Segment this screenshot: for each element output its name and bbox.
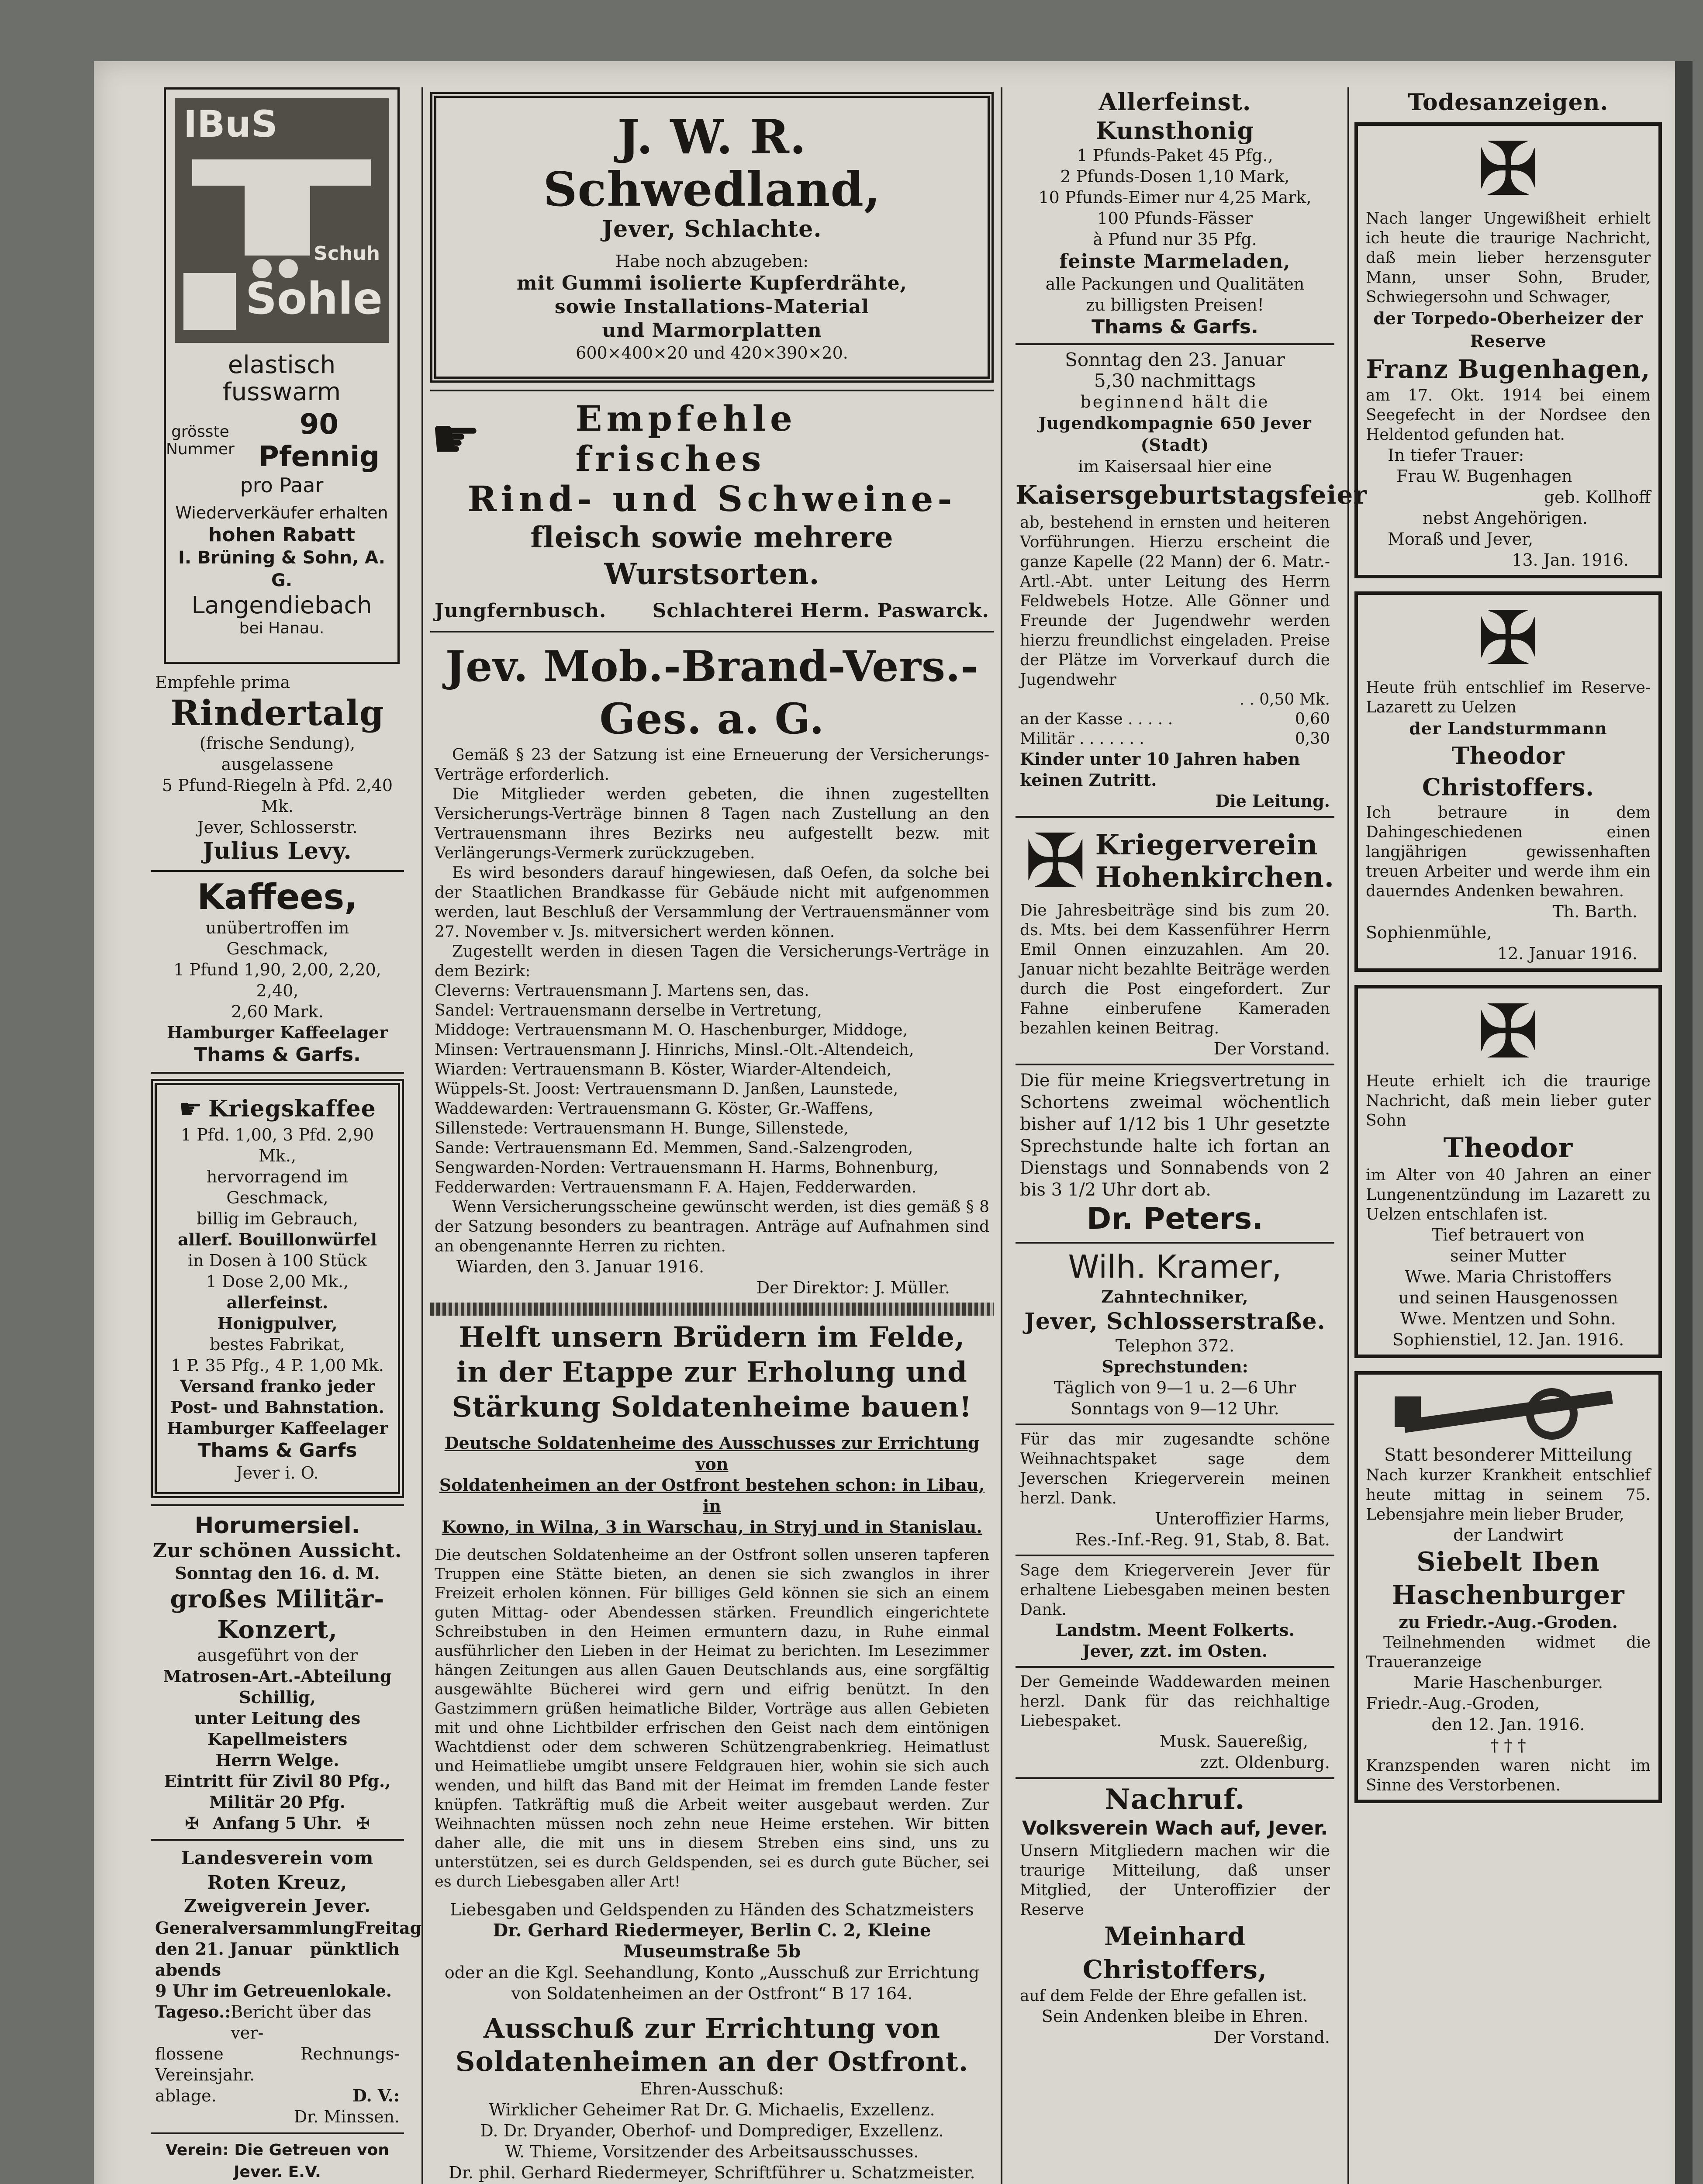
ad-line: ausgeführt von der	[197, 1646, 358, 1665]
ad-line: Zweigverein Jever.	[183, 1896, 371, 1916]
rindertalg-ad	[151, 672, 404, 865]
divider	[1016, 1064, 1334, 1065]
ibus-sohle: Sohle	[245, 273, 383, 324]
ad-line: Jungfernbusch.	[435, 600, 607, 622]
ad-line: 9 Uhr im Getreuenlokale.	[155, 1981, 392, 2001]
dank-folkerts	[1016, 1561, 1334, 1662]
ad-signature: Julius Levy.	[203, 838, 352, 864]
notice-date: 13. Jan. 1916.	[1512, 550, 1629, 570]
roteskreuz-ad	[151, 1846, 422, 2127]
appeal-headline: Helft unsern Brüdern im Felde,	[459, 1321, 965, 1354]
notice-paragraph: Gemäß § 23 der Satzung ist eine Erneuerung der Versicherungs-Verträge erforderlich.	[435, 746, 989, 784]
ad-line: 5 Pfund-Riegeln à Pfd. 2,40 Mk.	[162, 776, 393, 816]
notice-line: Friedr.-Aug.-Groden,	[1366, 1694, 1540, 1713]
kunsthonig-ad	[1016, 87, 1334, 339]
ad-line: zu billigsten Preisen!	[1086, 295, 1264, 314]
ad-signature: Dr. Minssen.	[294, 2107, 400, 2126]
notice-body: Heute erhielt ich die traurige Nachricht, daß mein lieber guter Sohn	[1366, 1072, 1651, 1130]
ad-line: den 21. Januar abends	[155, 1939, 292, 1980]
appeal-line: D. Dr. Dryander, Oberhof- und Domprediger, Exzellenz.	[480, 2121, 944, 2140]
notice-body: Nach langer Ungewißheit erhielt ich heute die traurige Nachricht, daß mein lieber herzensguter Mann, unser Sohn, Bruder, Schwiegersohn und Schwager,	[1366, 210, 1651, 306]
ibus-price: 90 Pfennig	[258, 408, 380, 473]
notice-line: nebst Angehörigen.	[1423, 508, 1588, 528]
ad-line: allerf. Bouillonwürfel	[178, 1230, 377, 1249]
ad-line: pünktlich	[310, 1939, 400, 1959]
district-item: Middoge: Vertrauensmann M. O. Haschenburger, Middoge,	[435, 1021, 908, 1039]
divider	[430, 1303, 994, 1316]
notice-name: Haschenburger	[1392, 1580, 1625, 1610]
ad-line: Empfehle frisches	[575, 398, 797, 479]
ad-line: Anfang 5 Uhr.	[213, 1813, 342, 1833]
notice-body: Heute früh entschlief im Reserve-Lazarett zu Uelzen	[1366, 679, 1651, 716]
ad-line: billig im Gebrauch,	[197, 1209, 358, 1228]
ad-signature: Musk. Sauereßig,	[1159, 1732, 1308, 1751]
brandversicherung-notice	[430, 640, 994, 1298]
notice-body: Nach kurzer Krankheit entschlief heute mittag in seinem 75. Lebensjahre mein lieber Bruder,	[1366, 1466, 1651, 1524]
ad-body: auf dem Felde der Ehre gefallen ist.	[1020, 1987, 1307, 2005]
divider	[151, 870, 404, 872]
death-notice-theodor	[1354, 985, 1662, 1358]
ad-signature: Thams & Garfs	[197, 1439, 357, 1462]
appeal-headline: Stärkung Soldatenheime bauen!	[452, 1391, 972, 1424]
kaffees-ad	[151, 877, 404, 1067]
notice-line: Marie Haschenburger.	[1413, 1673, 1603, 1692]
ad-line: Jugendkompagnie 650 Jever (Stadt)	[1038, 413, 1312, 455]
ad-title: Nachruf.	[1105, 1783, 1245, 1816]
ad-line: sowie Installations-Material	[554, 296, 870, 318]
ad-line: 1 P. 35 Pfg., 4 P. 1,00 Mk.	[171, 1356, 384, 1375]
iron-cross-icon: ✠	[1024, 818, 1087, 905]
appeal-headline: in der Etappe zur Erholung und	[456, 1356, 967, 1389]
divider	[430, 390, 994, 391]
ad-line: fleisch sowie mehrere Wurstsorten.	[530, 520, 894, 591]
district-item: Fedderwarden: Vertrauensmann F. A. Hajen, Fedderwarden.	[435, 1178, 917, 1196]
divider	[151, 1839, 404, 1841]
district-item: Wiarden: Vertrauensmann B. Köster, Wiarder-Altendeich,	[435, 1061, 892, 1078]
ornament-icon: ✠	[356, 1814, 370, 1833]
ad-signature: Thams & Garfs.	[194, 1044, 361, 1066]
ad-title: Verein: Die Getreuen von Jever. E.V.	[166, 2141, 389, 2181]
dank-saueressig	[1016, 1672, 1334, 1773]
divider	[430, 631, 994, 632]
appeal-committee: Soldatenheimen an der Ostfront.	[455, 2046, 969, 2077]
kramer-ad	[1016, 1248, 1334, 1419]
notice-line: Frau W. Bugenhagen	[1396, 467, 1572, 486]
divider	[1016, 343, 1334, 345]
notice-body: Kranzspenden waren nicht im Sinne des Verstorbenen.	[1366, 1757, 1651, 1794]
ad-title: Landesverein vom Roten Kreuz,	[181, 1847, 374, 1893]
ad-line: D. V.:	[352, 2086, 400, 2105]
nachruf-ad	[1016, 1783, 1334, 2048]
notice-paragraph: Zugestellt werden in diesen Tagen die Versicherungs-Verträge in dem Bezirk:	[435, 943, 989, 980]
notice-paragraph: Die Mitglieder werden gebeten, die ihnen zugestellten Versicherungs-Verträge binnen 8 Tagen nach Zustellung an den Vertrauensmann ihres Bezirks neu aufgestellt bezw. mit Verlängerungs-Vermerk zurückzugeben.	[435, 785, 989, 862]
horumersiel-ad	[151, 1512, 404, 1834]
sword-wreath-icon	[1368, 1379, 1648, 1444]
notice-rank: der Landsturmmann	[1409, 719, 1607, 738]
ad-line: 1 Dose 2,00 Mk.,	[206, 1272, 349, 1291]
ad-line: Versand franko jeder	[180, 1376, 375, 1396]
kriegerverein-ad	[1016, 818, 1334, 1059]
ad-line: 600×400×20 und 420×390×20.	[576, 343, 848, 363]
ad-line: 5,30 nachmittags	[1094, 370, 1256, 391]
ibus-brand: IBuS	[183, 103, 278, 145]
ad-body: Der Gemeinde Waddewarden meinen herzl. Dank für das reichhaltige Liebespaket.	[1020, 1673, 1330, 1730]
ad-title: Kaisersgeburtstagsfeier	[1016, 480, 1367, 510]
notice-line: geb. Kollhoff	[1544, 487, 1651, 507]
district-item: Cleverns: Vertrauensmann J. Martens sen, das.	[435, 982, 809, 1000]
column-3	[1016, 87, 1367, 2048]
notice-date: den 12. Jan. 1916.	[1431, 1715, 1585, 1734]
ad-line: Hamburger Kaffeelager	[167, 1023, 388, 1042]
ad-line: im Kaisersaal hier eine	[1078, 457, 1272, 476]
ad-title: Kaffees,	[197, 877, 358, 917]
pointing-hand-icon: ☛	[179, 1094, 203, 1124]
ad-line: hervorragend im Geschmack,	[206, 1167, 349, 1207]
notice-name: Theodor	[1443, 1132, 1573, 1164]
notice-name: Theodor Christoffers.	[1422, 742, 1595, 801]
soldatenheime-appeal	[430, 1320, 994, 2183]
notice-name: Siebelt Iben	[1416, 1547, 1600, 1577]
ad-line: Jever i. O.	[236, 1463, 319, 1482]
ad-line: Post- und Bahnstation.	[170, 1397, 384, 1417]
ad-line: an der Kasse . . . . .	[1020, 710, 1173, 728]
ad-line: flossene Vereinsjahr.	[155, 2044, 255, 2084]
notice-body: Ich betraure in dem Dahingeschiedenen einen langjährigen gewissenhaften treuen Arbeiter und werde ihm ein dauerndes Andenken bewahren.	[1366, 804, 1651, 900]
ad-line: Eintritt für Zivil 80 Pfg.,	[164, 1771, 391, 1791]
death-notice-haschenburger	[1354, 1371, 1662, 1803]
ad-line: Freitag	[354, 1918, 422, 1938]
iron-cross-icon: ✠	[1477, 595, 1540, 682]
ad-signature: Unteroffizier Harms,	[1155, 1509, 1330, 1528]
ad-line: Herrn Welge.	[215, 1750, 339, 1770]
ad-line: Matrosen-Art.-Abteilung Schillig,	[163, 1666, 392, 1707]
ad-line: 10 Pfunds-Eimer nur 4,25 Mark,	[1038, 188, 1312, 207]
district-item: Sengwarden-Norden: Vertrauensmann H. Harms, Bohnenburg,	[435, 1159, 939, 1177]
ad-line: Sein Andenken bleibe in Ehren.	[1041, 2007, 1309, 2026]
notice-line: In tiefer Trauer:	[1388, 446, 1524, 465]
notice-line: Wwe. Maria Christoffers	[1405, 1267, 1612, 1286]
iron-cross-icon: ✠	[1477, 126, 1540, 213]
appeal-line: Wirklicher Geheimer Rat Dr. G. Michaelis, Exzellenz.	[489, 2100, 935, 2119]
ad-line: Empfehle prima	[155, 673, 290, 692]
ibus-line: bei Hanau.	[239, 619, 325, 637]
ad-line: in Dosen à 100 Stück	[187, 1251, 367, 1270]
ad-line: Sprechstunden:	[1102, 1357, 1248, 1376]
ad-line: Schlachterei Herm. Paswarck.	[652, 600, 989, 622]
appeal-line: oder an die Kgl. Seehandlung, Konto „Ausschuß zur Errichtung von Soldatenheimen an der Ostfront“ B 17 164.	[444, 1963, 980, 2003]
ornament-icon: † † †	[1490, 1736, 1526, 1755]
ad-signature: Dr. Peters.	[1086, 1202, 1264, 1236]
ad-line: Sonntag den 23. Januar	[1065, 349, 1285, 370]
iron-cross-icon: ✠	[1477, 989, 1540, 1075]
ibus-schuh: Schuh	[314, 242, 380, 265]
ad-line: Telephon 372.	[1115, 1336, 1235, 1355]
ad-title: Horumersiel.	[194, 1513, 360, 1539]
ad-line: 1 Pfd. 1,00, 3 Pfd. 2,90 Mk.,	[180, 1125, 374, 1165]
ad-subtitle: Volksverein Wach auf, Jever.	[1022, 1817, 1328, 1839]
ad-name: Meinhard Christoffers,	[1082, 1921, 1268, 1984]
notice-line: Sophienmühle,	[1366, 923, 1492, 942]
notice-rank: der Landwirt	[1453, 1525, 1563, 1545]
ad-line: 0,60	[1295, 710, 1330, 728]
ad-line: Täglich von 9—1 u. 2—6 Uhr	[1054, 1378, 1296, 1397]
page-edge	[1675, 61, 1693, 2184]
ad-signature: Landstm. Meent Folkerts.	[1055, 1620, 1295, 1640]
ibus-line: hohen Rabatt	[208, 524, 356, 546]
notice-paragraph: Wenn Versicherungsscheine gewünscht werden, ist dies gemäß § 8 der Satzung besonders zu beantragen. Anträge auf Aufnahmen sind an obengenannte Herren zu richten.	[435, 1198, 989, 1255]
divider	[1016, 816, 1334, 818]
peters-ad	[1016, 1070, 1334, 1237]
notice-paragraph: Es wird besonders darauf hingewiesen, daß Oefen, da solche bei der Staatlichen Brandkasse für Gebäude nicht mit aufgenommen werden, laut Beschluß der Versammlung der Vertrauensmänner vom 27. November v. Js. mitversichert werden können.	[435, 864, 989, 941]
ad-line: Tageso.:	[155, 2002, 231, 2022]
notice-body: am 17. Okt. 1914 bei einem Seegefecht in der Nordsee den Heldentod gefunden hat.	[1366, 387, 1651, 444]
ad-title: J. W. R. Schwedland,	[543, 110, 881, 217]
ad-title: Kriegskaffee	[208, 1095, 376, 1122]
ad-signature: Die Leitung.	[1215, 791, 1330, 811]
appeal-line: Soldatenheimen an der Ostfront bestehen schon: in Libau, in	[439, 1475, 985, 1516]
district-item: Waddewarden: Vertrauensmann G. Köster, Gr.-Waffens,	[435, 1100, 874, 1118]
divider	[151, 1504, 404, 1506]
district-item: Minsen: Vertrauensmann J. Hinrichs, Minsl.-Olt.-Altendeich,	[435, 1041, 914, 1059]
ad-line: mit Gummi isolierte Kupferdrähte,	[517, 272, 907, 294]
death-notice-bugenhagen	[1354, 122, 1662, 578]
notice-date: 12. Januar 1916.	[1497, 944, 1637, 963]
divider	[1016, 1424, 1334, 1425]
ibus-line: Wiederverkäufer erhalten	[175, 503, 388, 522]
newspaper-page	[94, 61, 1693, 2184]
ad-line: Zahntechniker,	[1101, 1287, 1249, 1306]
appeal-line: Liebesgaben und Geldspenden zu Händen des Schatzmeisters	[450, 1900, 974, 1919]
notice-line: Wwe. Mentzen und Sohn.	[1400, 1309, 1616, 1328]
appeal-committee: Ausschuß zur Errichtung von	[483, 2012, 941, 2044]
divider	[151, 1072, 404, 1074]
ad-line: Sonntag den 16. d. M.	[175, 1563, 380, 1583]
ibus-line: fusswarm	[222, 378, 341, 406]
ad-title: Allerfeinst. Kunsthonig	[1095, 88, 1254, 145]
notice-rank: der Torpedo-Oberheizer der Reserve	[1373, 308, 1643, 351]
ad-line: à Pfund nur 35 Pfg.	[1093, 230, 1257, 249]
ad-line: ablage.	[155, 2086, 217, 2105]
divider	[1016, 1666, 1334, 1668]
notice-line: Moraß und Jever,	[1388, 529, 1534, 549]
ibus-line: Nummer	[166, 440, 235, 458]
kaisersgeburtstag-ad	[1016, 349, 1367, 812]
ad-line: Kinder unter 10 Jahren haben keinen Zutritt.	[1020, 749, 1300, 790]
dank-harms	[1016, 1430, 1334, 1550]
kriegskaffee-ad	[151, 1079, 404, 1498]
ad-line: Militär . . . . . . .	[1020, 730, 1144, 748]
schwedland-ad	[430, 92, 994, 383]
ibus-line: grösste	[171, 423, 229, 441]
notice-line: seiner Mutter	[1450, 1246, 1566, 1265]
ad-body: Unsern Mitgliedern machen wir die traurige Mitteilung, daß unser Mitglied, der Unteroffizier der Reserve	[1020, 1842, 1330, 1919]
ad-body: Sage dem Kriegerverein Jever für erhaltene Liebesgaben meinen besten Dank.	[1020, 1562, 1330, 1619]
notice-date: Wiarden, den 3. Januar 1916.	[456, 1257, 705, 1276]
ad-line: 1 Pfund 1,90, 2,00, 2,20, 2,40,	[173, 960, 381, 1000]
getreuen-ad	[151, 2139, 404, 2184]
ad-title: Kriegerverein	[1095, 829, 1318, 861]
ad-body: Für das mir zugesandte schöne Weihnachtspaket sage dem Jeverschen Kriegerverein meinen herzl. Dank.	[1020, 1431, 1330, 1507]
ad-line: allerfeinst. Honigpulver,	[217, 1292, 338, 1333]
ad-line: 2,60 Mark.	[231, 1002, 324, 1021]
ad-line: beginnend hält die	[1080, 392, 1270, 411]
ad-body: Die Jahresbeiträge sind bis zum 20. ds. Mts. bei dem Kassenführer Herrn Emil Onnen einzuzahlen. Am 20. Januar nicht bezahlte Beiträge werden durch die Post eingefordert. Zur Fahne einberufene Kameraden bezahlen keinen Beitrag.	[1020, 902, 1330, 1037]
ad-line: Zur schönen Aussicht.	[152, 1540, 402, 1562]
ad-line: 1 Pfunds-Paket 45 Pfg.,	[1077, 146, 1273, 165]
district-item: Sillenstede: Vertrauensmann H. Bunge, Sillenstede,	[435, 1120, 849, 1137]
column-1	[151, 87, 422, 2184]
ibus-line: pro Paar	[240, 473, 324, 497]
notice-line: zu Friedr.-Aug.-Groden.	[1399, 1612, 1618, 1632]
ad-line: Generalversammlung	[155, 1918, 355, 1938]
appeal-line: Dr. Gerhard Riedermeyer, Berlin C. 2, Kleine Museumstraße 5b	[493, 1920, 931, 1962]
ad-title: Hohenkirchen.	[1095, 861, 1334, 894]
column-4	[1347, 87, 1662, 2184]
ad-title: großes Militär-Konzert,	[170, 1585, 385, 1644]
ad-title: Wilh. Kramer,	[1068, 1248, 1282, 1285]
ad-body: ab, bestehend in ernsten und heiteren Vorführungen. Hierzu erscheint die ganze Kapelle (22 Mann) der 6. Matr.-Artl.-Abt. unter Leitung des Herrn Feldwebels Hotze. Alle Gönner und Freunde der Jugendwehr werden hierzu freundlichst eingeladen. Preise der Plätze im Vorverkauf durch die Jugendwehr	[1020, 514, 1330, 689]
notice-line: und seinen Hausgenossen	[1398, 1288, 1618, 1307]
ad-subtitle: Jever, Schlachte.	[602, 216, 822, 242]
ad-line: Jever, Schlosserstraße.	[1024, 1308, 1326, 1335]
ad-line: unter Leitung des Kapellmeisters	[194, 1708, 361, 1749]
ad-line: Rind- und Schweine-	[467, 478, 957, 519]
notice-signature: Der Direktor: J. Müller.	[756, 1278, 950, 1297]
ad-line: Militär 20 Pfg.	[209, 1792, 345, 1812]
divider	[151, 2132, 404, 2134]
notice-body: im Alter von 40 Jahren an einer Lungenentzündung im Lazarett zu Uelzen entschlafen ist.	[1366, 1166, 1651, 1223]
divider	[1016, 1242, 1334, 1244]
ad-line: feinste Marmeladen,	[1059, 250, 1291, 273]
district-item: Sandel: Vertrauensmann derselbe in Vertretung,	[435, 1002, 822, 1019]
ad-signature: Jever, zzt. im Osten.	[1082, 1641, 1268, 1661]
ad-line: . . 0,50 Mk.	[1239, 691, 1330, 708]
notice-signature: Th. Barth.	[1552, 902, 1637, 921]
ad-line: Bericht über das ver-	[231, 2002, 372, 2042]
ad-line: bestes Fabrikat,	[210, 1335, 345, 1354]
ad-line: Rechnungs-	[301, 2044, 400, 2063]
notice-body: Teilnehmenden widmet die Traueranzeige	[1366, 1634, 1651, 1671]
ad-body: Die für meine Kriegsvertretung in Schortens zweimal wöchentlich bisher auf 1/12 bis 1 Uhr gesetzte Sprechstunde halte ich fortan an Dienstags und Sonnabends von 2 bis 3 1/2 Uhr dort ab.	[1020, 1071, 1330, 1200]
ad-line: 0,30	[1295, 730, 1330, 748]
ad-line: Hamburger Kaffeelager	[167, 1418, 388, 1438]
ad-line: unübertroffen im Geschmack,	[205, 918, 349, 958]
ad-line: Sonntags von 9—12 Uhr.	[1071, 1399, 1279, 1418]
ad-line: und Marmorplatten	[602, 319, 822, 342]
appeal-line: W. Thieme, Vorsitzender des Arbeitsausschusses.	[505, 2142, 919, 2161]
notice-title: Jev. Mob.-Brand-Vers.-Ges. a. G.	[445, 642, 979, 743]
ibus-line: elastisch	[228, 351, 336, 379]
notice-date: Sophienstiel, 12. Jan. 1916.	[1392, 1330, 1624, 1349]
ad-line: (frische Sendung), ausgelassene	[199, 734, 356, 774]
divider	[1016, 1777, 1334, 1779]
ad-line: 100 Pfunds-Fässer	[1097, 209, 1253, 228]
ibus-line: I. Brüning & Sohn, A. G.	[178, 548, 385, 591]
divider	[1016, 1555, 1334, 1556]
notice-name: Franz Bugenhagen,	[1366, 354, 1651, 384]
appeal-line: Dr. phil. Gerhard Riedermeyer, Schriftführer u. Schatzmeister.	[449, 2163, 975, 2182]
district-item: Wüppels-St. Joost: Vertrauensmann D. Janßen, Launstede,	[435, 1080, 898, 1098]
ad-line: Habe noch abzugeben:	[615, 252, 809, 271]
district-item: Sande: Vertrauensmann Ed. Memmen, Sand.-Salzengroden,	[435, 1139, 913, 1157]
ibus-ad	[164, 87, 400, 664]
notice-line: Statt besonderer Mitteilung	[1384, 1445, 1633, 1465]
ornament-icon: ✠	[185, 1814, 199, 1833]
ad-signature: zzt. Oldenburg.	[1200, 1753, 1330, 1772]
ibus-line: Langendiebach	[191, 591, 372, 619]
ad-signature: Thams & Garfs.	[1092, 316, 1258, 338]
appeal-line: Kowno, in Wilna, 3 in Warschau, in Stryj und in Stanislau.	[442, 1517, 982, 1537]
section-heading: Todesanzeigen.	[1408, 89, 1609, 116]
ad-signature: Der Vorstand.	[1213, 2028, 1330, 2047]
ad-line: 2 Pfunds-Dosen 1,10 Mark,	[1060, 167, 1290, 186]
fleisch-ad	[430, 398, 994, 623]
ad-signature: Der Vorstand.	[1213, 1039, 1330, 1058]
death-notice-christoffers-barth	[1354, 591, 1662, 972]
appeal-line: Deutsche Soldatenheime des Ausschusses zur Errichtung von	[444, 1433, 980, 1474]
ad-line: Jever, Schlosserstr.	[197, 818, 358, 837]
appeal-line: Ehren-Ausschuß:	[640, 2079, 784, 2098]
ad-line: alle Packungen und Qualitäten	[1045, 274, 1305, 294]
ad-title: Rindertalg	[170, 692, 384, 733]
pointing-hand-icon: ☛	[430, 405, 481, 472]
column-2	[421, 87, 1002, 2184]
appeal-body: Die deutschen Soldatenheime an der Ostfront sollen unseren tapferen Truppen eine Stätte bieten, an denen sie sich zwanglos in ihrer Freizeit erholen können. Für billiges Geld können sie sich an einem guten Mittag- oder Abendessen stärken. Freundlich eingerichtete Schreibstuben in den Heimen ermuntern dazu, in Ruhe einmal ausführlicher den Lieben in der Heimat zu berichten. Im Lesezimmer hängen Zeitungen aus allen Gauen Deutschlands aus, eine sorgfältig ausgewählte Bücherei wird gern und eifrig benützt. In den Gastzimmern grüßen heimatliche Bilder, Vorträge aus allen Gebieten mit und ohne Lichtbilder erfrischen den Geist nach dem eintönigen Wachtdienst oder dem schweren Schützengrabenkrieg. Heimatlust und Heimatliebe umgibt unsere Feldgrauen hier, wohin sie sich auch wenden, und hilft das Band mit der Heimat im fremden Lande fester knüpfen. Tatkräftig muß die Arbeit weiter ausgebaut werden. Zur Weihnachten müssen noch zehn neue Heime erstehen. Wir bitten daher alle, die mit uns in diesem Streben eins sind, uns zu unterstützen, sei es durch Geldspenden, sei es durch gute Bücher, sei es durch Liebesgaben aller Art!	[435, 1546, 989, 1890]
notice-line: Tief betrauert von	[1431, 1225, 1585, 1244]
ad-signature: Res.-Inf.-Reg. 91, Stab, 8. Bat.	[1075, 1530, 1330, 1549]
